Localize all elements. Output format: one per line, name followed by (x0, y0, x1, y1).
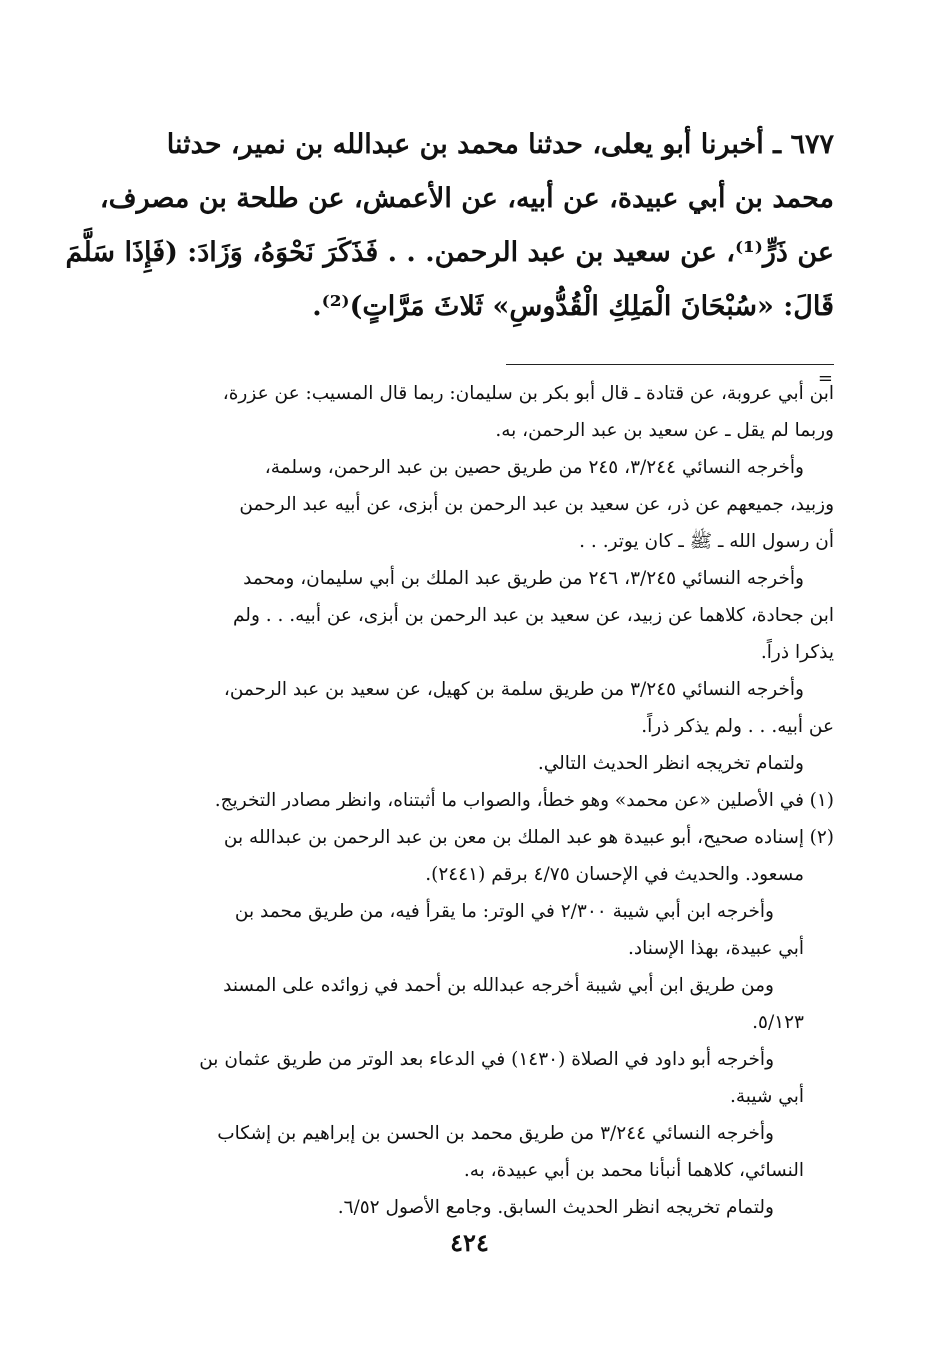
footnote-line: وأخرجه النسائي ٣/٢٤٥ من طريق سلمة بن كهيل، عن سعيد بن عبد الرحمن، (223, 679, 804, 700)
footnote-text: إسناده صحيح، أبو عبيدة هو عبد الملك بن معن بن عبد الرحمن بن عبدالله بن (223, 827, 804, 848)
footnote-line: ٥/١٢٣. (752, 1012, 804, 1033)
footnote-line: أبي عبيدة، بهذا الإسناد. (628, 938, 804, 959)
page-number: ٤٢٤ (450, 1228, 489, 1257)
footnote-line: ابن أبي عروبة، عن قتادة ـ قال أبو بكر بن سليمان: ربما قال المسيب: عن عزرة، (222, 383, 834, 404)
footnote-line: مسعود. والحديث في الإحسان ٤/٧٥ برقم (٢٤٤١). (425, 864, 804, 885)
footnote-line: وأخرجه النسائي ٣/٢٤٤ من طريق محمد بن الحسن بن إبراهيم بن إشكاب (217, 1123, 774, 1144)
footnote-line: وأخرجه النسائي ٣/٢٤٥، ٢٤٦ من طريق عبد الملك بن أبي سليمان، ومحمد (243, 568, 804, 589)
footnote-line: وأخرجه أبو داود في الصلاة (١٤٣٠) في الدعاء بعد الوتر من طريق عثمان بن (199, 1049, 774, 1070)
footnote-line: ولتمام تخريجه انظر الحديث السابق. وجامع الأصول ٦/٥٢. (337, 1197, 774, 1218)
footnote-line: يذكرا ذراً. (760, 642, 834, 663)
main-line: قَالَ: «سُبْحَانَ الْمَلِكِ الْقُدُّوسِ» ثَلاثَ مَرَّاتٍ)⁽²⁾. (312, 291, 834, 322)
hadith-text (65, 118, 834, 334)
footnote-line: وزبيد، جميعهم عن ذر، عن سعيد بن عبد الرحمن بن أبزى، عن أبيه عبد الرحمن (239, 494, 834, 515)
footnote-line: أبي شيبة. (729, 1086, 804, 1107)
footnote-line: وأخرجه النسائي ٣/٢٤٤، ٢٤٥ من طريق حصين بن عبد الرحمن، وسلمة، (264, 457, 804, 478)
footnote-marker: (٢) (809, 827, 834, 848)
footnote-line: ابن جحادة، كلاهما عن زبيد، عن سعيد بن عبد الرحمن بن أبزى، عن أبيه. . . ولم (233, 605, 834, 626)
footnote-line: عن أبيه. . . ولم يذكر ذراً. (641, 716, 834, 737)
footnotes (108, 368, 834, 1226)
footnote-line: ومن طريق ابن أبي شيبة أخرجه عبدالله بن أحمد في زوائده على المسند (223, 975, 774, 996)
footnote-separator (506, 364, 834, 365)
footnote-line: وأخرجه ابن أبي شيبة ٢/٣٠٠ في الوتر: ما يقرأ فيه، من طريق محمد بن (234, 901, 774, 922)
footnote-text: في الأصلين «عن محمد» وهو خطأ، والصواب ما أثبتناه، وانظر مصادر التخريج. (214, 790, 804, 811)
main-line: محمد بن أبي عبيدة، عن أبيه، عن الأعمش، عن طلحة بن مصرف، (99, 183, 834, 214)
main-line: ٦٧٧ ـ أخبرنا أبو يعلى، حدثنا محمد بن عبدالله بن نمير، حدثنا (166, 129, 834, 160)
footnote-1 (108, 782, 834, 819)
footnote-line: وربما لم يقل ـ عن سعيد بن عبد الرحمن، به. (495, 420, 834, 441)
main-line: عن ذَرٍّ⁽¹⁾، عن سعيد بن عبد الرحمن. . . فَذَكَرَ نَحْوَهُ، وَزَادَ: (فَإِذَا سَلَّمَ (65, 237, 834, 268)
continuation-mark: = (817, 368, 833, 389)
footnote-line: النسائي، كلاهما أنبأنا محمد بن أبي عبيدة، به. (463, 1160, 804, 1181)
footnote-line: ولتمام تخريجه انظر الحديث التالي. (537, 753, 804, 774)
footnote-line: أن رسول الله ـ ﷺ ـ كان يوتر. . . (579, 531, 834, 552)
footnote-marker: (١) (809, 790, 834, 811)
footnote-2 (108, 819, 834, 856)
